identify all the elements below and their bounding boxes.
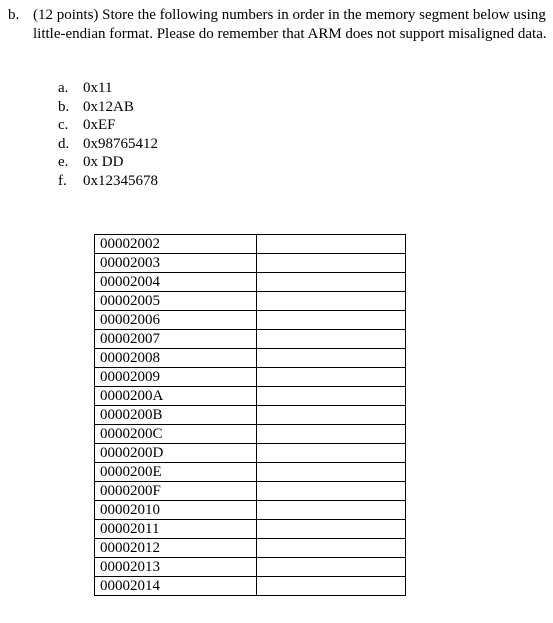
memory-value-cell[interactable] (257, 349, 406, 368)
list-item (58, 98, 158, 117)
question-marker: b. (8, 7, 20, 23)
list-item (58, 135, 158, 154)
memory-address-cell: 00002003 (95, 254, 257, 273)
table-row (95, 368, 406, 387)
memory-value-cell[interactable] (257, 558, 406, 577)
list-item-value: 0x12AB (83, 98, 134, 115)
memory-value-cell[interactable] (257, 330, 406, 349)
memory-table (94, 234, 406, 596)
number-list (58, 79, 158, 191)
table-row (95, 539, 406, 558)
memory-value-cell[interactable] (257, 368, 406, 387)
table-row (95, 311, 406, 330)
memory-value-cell[interactable] (257, 520, 406, 539)
memory-address-cell: 0000200C (95, 425, 257, 444)
list-item-value: 0x98765412 (83, 135, 158, 152)
memory-value-cell[interactable] (257, 311, 406, 330)
memory-address-cell: 00002014 (95, 577, 257, 596)
table-row (95, 387, 406, 406)
memory-value-cell[interactable] (257, 501, 406, 520)
table-row (95, 254, 406, 273)
memory-address-cell: 00002007 (95, 330, 257, 349)
list-item-marker: c. (58, 117, 69, 134)
memory-value-cell[interactable] (257, 273, 406, 292)
list-item (58, 153, 158, 172)
table-row (95, 273, 406, 292)
memory-value-cell[interactable] (257, 425, 406, 444)
memory-table-body (95, 235, 406, 596)
list-item-value: 0x12345678 (83, 172, 158, 189)
table-row (95, 463, 406, 482)
memory-value-cell[interactable] (257, 444, 406, 463)
memory-address-cell: 0000200F (95, 482, 257, 501)
memory-address-cell: 0000200A (95, 387, 257, 406)
question-block (8, 6, 548, 44)
memory-value-cell[interactable] (257, 254, 406, 273)
table-row (95, 292, 406, 311)
table-row (95, 406, 406, 425)
memory-value-cell[interactable] (257, 577, 406, 596)
table-row (95, 425, 406, 444)
list-item (58, 79, 158, 98)
memory-address-cell: 00002004 (95, 273, 257, 292)
memory-address-cell: 00002010 (95, 501, 257, 520)
memory-address-cell: 0000200E (95, 463, 257, 482)
table-row (95, 482, 406, 501)
memory-address-cell: 00002008 (95, 349, 257, 368)
memory-value-cell[interactable] (257, 292, 406, 311)
memory-value-cell[interactable] (257, 482, 406, 501)
list-item-value: 0x11 (83, 80, 113, 96)
memory-value-cell[interactable] (257, 539, 406, 558)
list-item-marker: e. (58, 154, 69, 171)
memory-address-cell: 00002013 (95, 558, 257, 577)
table-row (95, 235, 406, 254)
list-item-value: 0xEF (83, 117, 116, 134)
question-text: (12 points) Store the following numbers in order in the memory segment below using little-endian format. Please do remember that ARM does not support misaligned data. (33, 7, 547, 42)
list-item-value: 0x DD (83, 154, 124, 171)
memory-value-cell[interactable] (257, 463, 406, 482)
table-row (95, 501, 406, 520)
memory-address-cell: 00002002 (95, 235, 257, 254)
list-item-marker: f. (58, 172, 67, 189)
list-item (58, 116, 158, 135)
memory-value-cell[interactable] (257, 235, 406, 254)
memory-value-cell[interactable] (257, 387, 406, 406)
table-row (95, 444, 406, 463)
list-item (58, 172, 158, 191)
table-row (95, 520, 406, 539)
table-row (95, 577, 406, 596)
list-item-marker: d. (58, 135, 70, 152)
memory-address-cell: 00002006 (95, 311, 257, 330)
memory-address-cell: 00002009 (95, 368, 257, 387)
memory-address-cell: 0000200B (95, 406, 257, 425)
memory-address-cell: 00002005 (95, 292, 257, 311)
list-item-marker: a. (58, 80, 69, 96)
table-row (95, 558, 406, 577)
memory-address-cell: 00002012 (95, 539, 257, 558)
list-item-marker: b. (58, 98, 70, 115)
table-row (95, 349, 406, 368)
table-row (95, 330, 406, 349)
memory-address-cell: 00002011 (95, 520, 257, 539)
memory-address-cell: 0000200D (95, 444, 257, 463)
memory-value-cell[interactable] (257, 406, 406, 425)
